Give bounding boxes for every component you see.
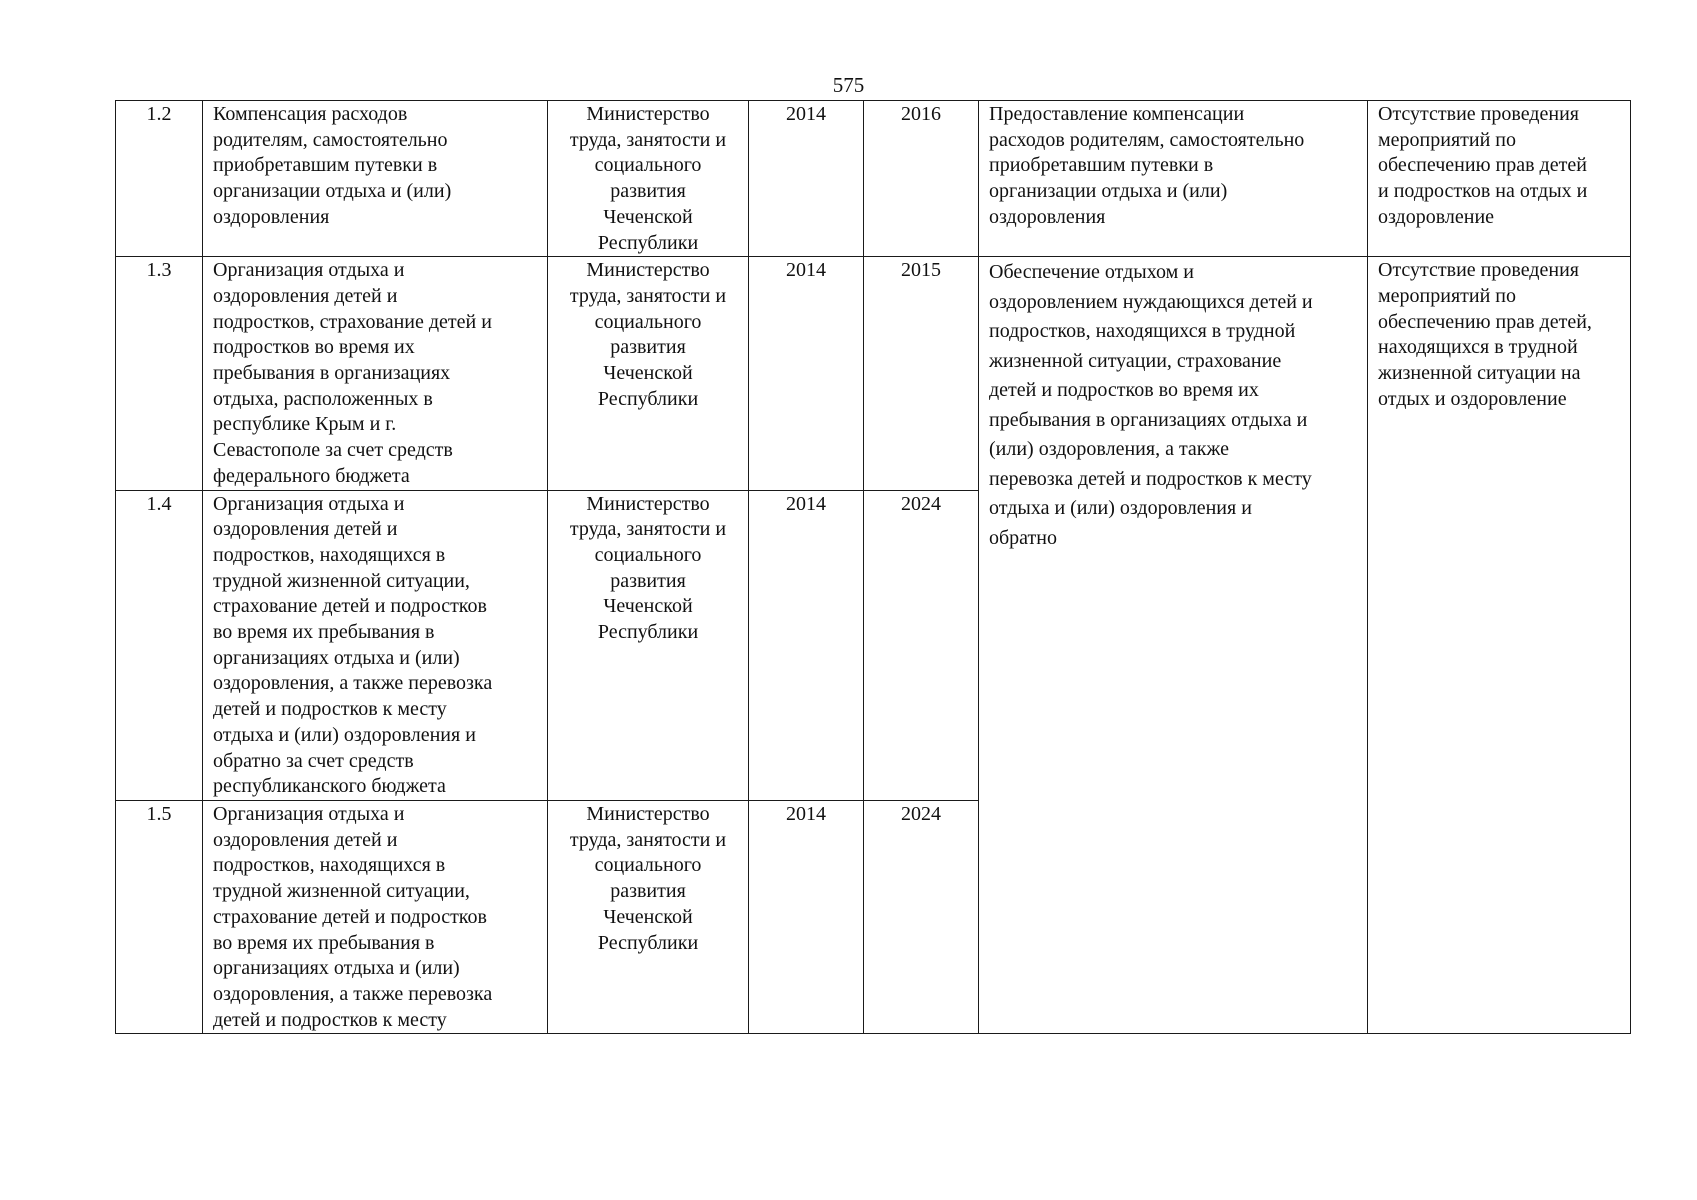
expected-result-text: Предоставление компенсации расходов родителям, самостоятельно приобретавшим путевки в организации отдыха и (или) оздоровления [989,103,1305,228]
expected-result-cell [979,257,1368,1034]
measure-name-text: Организация отдыха и оздоровления детей и подростков, страхование детей и подростков во время их пребывания в организациях отдыха, расположенных в республике Крым и г. Севастополе за счет средств федерального бюджета [213,259,492,487]
start-year-cell: 2014 [749,101,864,257]
measure-name-cell [203,257,548,490]
expected-result-cell [979,101,1368,257]
measure-name-cell [203,101,548,257]
executor-text: Министерство труда, занятости и социального развития Чеченской Республики [569,802,727,954]
row-number-cell: 1.5 [116,800,203,1033]
start-year-cell: 2014 [749,490,864,800]
executor-cell [548,490,749,800]
measure-name-text: Организация отдыха и оздоровления детей и подростков, находящихся в трудной жизненной ситуации, страхование детей и подростков во время их пребывания в организациях отдыха и (или) оздоровления, а также перевозка детей и подростков к месту отдыха и (или) оздоровления и обратно за счет средств республиканского бюджета [213,492,493,798]
executor-text: Министерство труда, занятости и социального развития Чеченской Республики [569,492,727,644]
executor-text: Министерство труда, занятости и социального развития Чеченской Республики [569,103,727,254]
consequence-text: Отсутствие проведения мероприятий по обеспечению прав детей и подростков на отдых и оздоровление [1378,103,1588,228]
row-number-cell: 1.3 [116,257,203,490]
row-number-cell: 1.4 [116,490,203,800]
measure-name-text: Организация отдыха и оздоровления детей и подростков, находящихся в трудной жизненной ситуации, страхование детей и подростков во время их пребывания в организациях отдыха и (или) оздоровления, а также перевозка детей и подростков к месту [213,802,493,1031]
executor-text: Министерство труда, занятости и социального развития Чеченской Республики [569,259,727,410]
expected-result-text: Обеспечение отдыхом и оздоровлением нуждающихся детей и подростков, находящихся в трудной жизненной ситуации, страхование детей и подростков во время их пребывания в организациях отдыха и (или) оздоровления, а также перевозка детей и подростков к месту отдыха и (или) оздоровления и обратно [989,261,1313,549]
page-number: 575 [832,73,865,97]
end-year-cell: 2024 [864,800,979,1033]
row-number-cell: 1.2 [116,101,203,257]
consequence-cell [1368,101,1631,257]
consequence-text: Отсутствие проведения мероприятий по обеспечению прав детей, находящихся в трудной жизненной ситуации на отдых и оздоровление [1378,259,1592,410]
start-year-cell: 2014 [749,800,864,1033]
measure-name-cell [203,490,548,800]
program-measures-table [115,100,1631,1034]
measure-name-text: Компенсация расходов родителям, самостоятельно приобретавшим путевки в организации отдыха и (или) оздоровления [213,103,452,228]
end-year-cell: 2015 [864,257,979,490]
measure-name-cell [203,800,548,1033]
start-year-cell: 2014 [749,257,864,490]
table-row-1-2 [116,101,1631,257]
executor-cell [548,257,749,490]
consequence-cell [1368,257,1631,1034]
executor-cell [548,800,749,1033]
executor-cell [548,101,749,257]
end-year-cell: 2024 [864,490,979,800]
table-row-1-3 [116,257,1631,490]
end-year-cell: 2016 [864,101,979,257]
